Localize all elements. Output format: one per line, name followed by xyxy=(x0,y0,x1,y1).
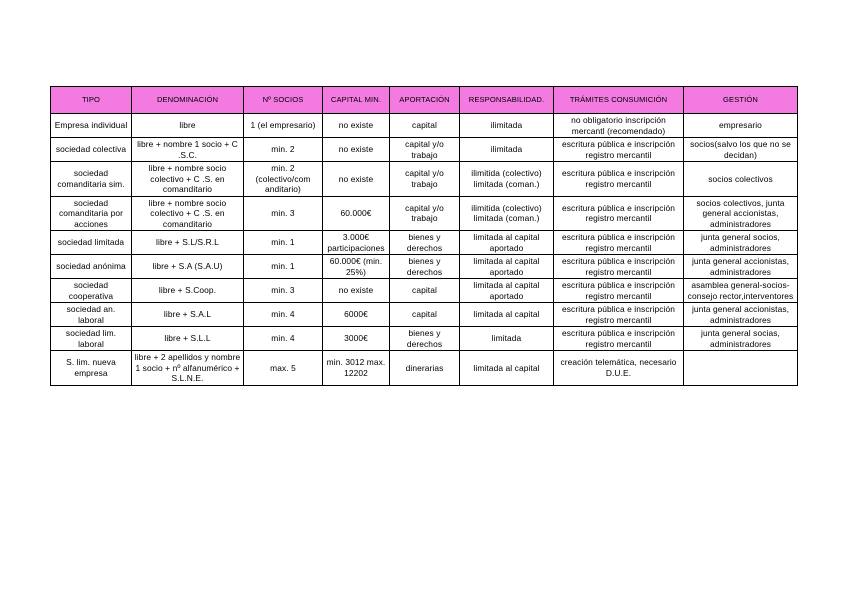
table-row xyxy=(51,255,798,279)
table-row xyxy=(51,231,798,255)
cell-tramites: escritura pública e inscripción registro mercantil xyxy=(554,255,684,279)
cell-capital-min: no existe xyxy=(323,162,390,197)
cell-tramites: escritura pública e inscripción registro mercantil xyxy=(554,162,684,197)
table-row xyxy=(51,114,798,138)
cell-responsabilidad: limitada xyxy=(460,327,554,351)
table-row xyxy=(51,138,798,162)
header-denominacion: DENOMINACIÓN xyxy=(132,87,244,114)
cell-capital-min: no existe xyxy=(323,114,390,138)
cell-n-socios: max. 5 xyxy=(244,351,323,386)
cell-gestion: asamblea general-socios- consejo rector,interventores xyxy=(684,279,798,303)
cell-responsabilidad: limitada al capital xyxy=(460,351,554,386)
cell-capital-min: no existe xyxy=(323,138,390,162)
cell-tramites: escritura pública e inscripción registro mercantil xyxy=(554,231,684,255)
table-row xyxy=(51,279,798,303)
cell-tramites: escritura pública e inscripción registro mercantil xyxy=(554,303,684,327)
cell-tramites: escritura pública e inscripción registro mercantil xyxy=(554,138,684,162)
cell-tipo: S. lim. nueva empresa xyxy=(51,351,132,386)
cell-denominacion: libre + 2 apellidos y nombre 1 socio + nº alfanumérico + S.L.N.E. xyxy=(132,351,244,386)
cell-aportacion: capital xyxy=(390,303,460,327)
cell-n-socios: 1 (el empresario) xyxy=(244,114,323,138)
cell-responsabilidad: ilimitada xyxy=(460,138,554,162)
header-gestion: GESTIÓN xyxy=(684,87,798,114)
cell-n-socios: min. 3 xyxy=(244,196,323,231)
cell-denominacion: libre + nombre 1 socio + C .S.C. xyxy=(132,138,244,162)
cell-gestion: socios(salvo los que no se decidan) xyxy=(684,138,798,162)
cell-responsabilidad: limitada al capital aportado xyxy=(460,255,554,279)
cell-tipo: sociedad comanditaria sim. xyxy=(51,162,132,197)
cell-denominacion: libre + nombre socio colectivo + C .S. en comanditario xyxy=(132,196,244,231)
table-row xyxy=(51,327,798,351)
table-row xyxy=(51,162,798,197)
cell-gestion xyxy=(684,351,798,386)
table-row xyxy=(51,196,798,231)
company-types-table xyxy=(50,86,798,386)
header-capital-min: CAPITAL MIN. xyxy=(323,87,390,114)
cell-aportacion: dinerarias xyxy=(390,351,460,386)
cell-denominacion: libre + S.A.L xyxy=(132,303,244,327)
cell-responsabilidad: ilimitida (colectivo) limitada (coman.) xyxy=(460,162,554,197)
cell-aportacion: capital y/o trabajo xyxy=(390,138,460,162)
cell-n-socios: min. 4 xyxy=(244,327,323,351)
cell-aportacion: bienes y derechos xyxy=(390,231,460,255)
cell-capital-min: 3000€ xyxy=(323,327,390,351)
header-tramites: TRÁMITES CONSUMICIÓN xyxy=(554,87,684,114)
cell-tipo: sociedad an. laboral xyxy=(51,303,132,327)
cell-tramites: escritura pública e inscripción registro mercantil xyxy=(554,327,684,351)
cell-tramites: creación telemática, necesario D.U.E. xyxy=(554,351,684,386)
cell-aportacion: bienes y derechos xyxy=(390,327,460,351)
cell-denominacion: libre + S.L.L xyxy=(132,327,244,351)
cell-denominacion: libre + S.A (S.A.U) xyxy=(132,255,244,279)
table-row xyxy=(51,351,798,386)
cell-n-socios: min. 4 xyxy=(244,303,323,327)
cell-gestion: empresario xyxy=(684,114,798,138)
cell-denominacion: libre xyxy=(132,114,244,138)
cell-responsabilidad: ilimitada xyxy=(460,114,554,138)
cell-aportacion: capital xyxy=(390,279,460,303)
cell-aportacion: capital y/o trabajo xyxy=(390,162,460,197)
cell-tipo: sociedad cooperativa xyxy=(51,279,132,303)
cell-n-socios: min. 2 (colectivo/com anditario) xyxy=(244,162,323,197)
table-row xyxy=(51,303,798,327)
header-aportacion: APORTACIÓN xyxy=(390,87,460,114)
cell-tipo: sociedad anónima xyxy=(51,255,132,279)
cell-capital-min: 3.000€ participaciones xyxy=(323,231,390,255)
cell-capital-min: 60.000€ (min. 25%) xyxy=(323,255,390,279)
cell-responsabilidad: limitada al capital xyxy=(460,303,554,327)
cell-n-socios: min. 1 xyxy=(244,255,323,279)
cell-tipo: sociedad limitada xyxy=(51,231,132,255)
cell-aportacion: capital y/o trabajo xyxy=(390,196,460,231)
cell-responsabilidad: ilimitida (colectivo) limitada (coman.) xyxy=(460,196,554,231)
cell-aportacion: bienes y derechos xyxy=(390,255,460,279)
header-responsabilidad: RESPONSABILIDAD. xyxy=(460,87,554,114)
cell-n-socios: min. 1 xyxy=(244,231,323,255)
cell-denominacion: libre + nombre socio colectivo + C .S. en comanditario xyxy=(132,162,244,197)
cell-tramites: escritura pública e inscripción registro mercantil xyxy=(554,279,684,303)
cell-gestion: socios colectivos xyxy=(684,162,798,197)
cell-gestion: socios colectivos, junta general accionistas, administradores xyxy=(684,196,798,231)
cell-tipo: sociedad lim. laboral xyxy=(51,327,132,351)
cell-n-socios: min. 2 xyxy=(244,138,323,162)
cell-n-socios: min. 3 xyxy=(244,279,323,303)
cell-capital-min: no existe xyxy=(323,279,390,303)
header-n-socios: Nº SOCIOS xyxy=(244,87,323,114)
cell-capital-min: 6000€ xyxy=(323,303,390,327)
header-tipo: TIPO xyxy=(51,87,132,114)
cell-tramites: no obligatorio inscripción mercantl (recomendado) xyxy=(554,114,684,138)
cell-denominacion: libre + S.Coop. xyxy=(132,279,244,303)
cell-gestion: junta general accionistas, administradores xyxy=(684,303,798,327)
cell-denominacion: libre + S.L/S.R.L xyxy=(132,231,244,255)
cell-tipo: sociedad colectiva xyxy=(51,138,132,162)
cell-tipo: Empresa individual xyxy=(51,114,132,138)
header-row xyxy=(51,87,798,114)
cell-capital-min: min. 3012 max. 12202 xyxy=(323,351,390,386)
cell-capital-min: 60.000€ xyxy=(323,196,390,231)
cell-gestion: junta general accionistas, administradores xyxy=(684,255,798,279)
cell-gestion: junta general socios, administradores xyxy=(684,231,798,255)
cell-tramites: escritura pública e inscripción registro mercantil xyxy=(554,196,684,231)
cell-gestion: junta general socias, administradores xyxy=(684,327,798,351)
cell-responsabilidad: limitada al capital aportado xyxy=(460,231,554,255)
cell-tipo: sociedad comanditaria por acciones xyxy=(51,196,132,231)
cell-aportacion: capital xyxy=(390,114,460,138)
cell-responsabilidad: limitada al capital aportado xyxy=(460,279,554,303)
